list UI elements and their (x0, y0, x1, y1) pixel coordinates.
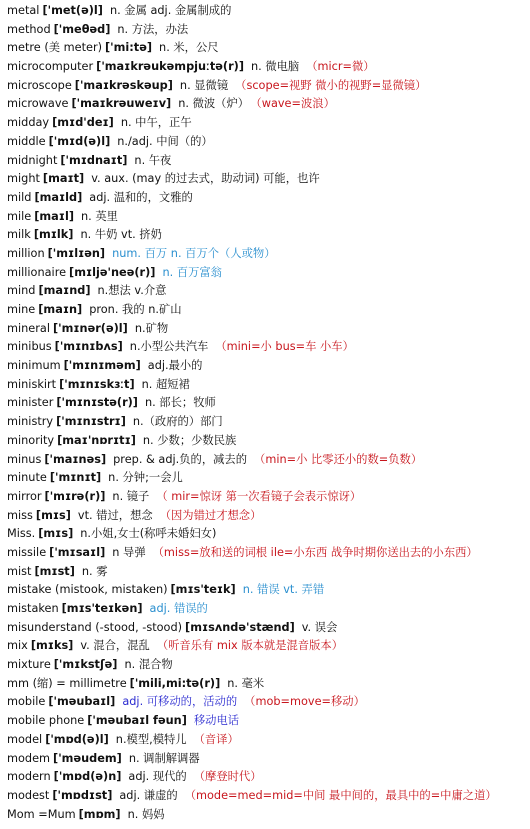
entry-word: metal (7, 4, 40, 17)
vocab-entry-middle (7, 133, 523, 152)
entry-memory-note: （wave=波浪） (256, 97, 335, 111)
entry-word: Miss. (7, 527, 36, 541)
vocab-entry-ministry (7, 413, 523, 432)
vocab-entry-mine (7, 301, 523, 320)
vocab-entry-missile (7, 544, 523, 563)
entry-phonetic: ['mɪkstʃə] (53, 658, 118, 672)
vocab-entry-milk (7, 226, 523, 245)
entry-phonetic: ['mɒdɪst] (52, 788, 113, 802)
entry-phonetic: [mɪljə'neə(r)] (69, 265, 156, 279)
entry-phonetic: ['mɒd(ə)n] (53, 770, 122, 784)
entry-word: microwave (7, 97, 69, 111)
entry-phonetic: ['mɪdnaɪt] (60, 153, 128, 167)
vocab-entry-microscope (7, 77, 523, 96)
entry-phonetic: ['maɪkrəskəup] (74, 78, 173, 92)
vocab-entry-minority (7, 432, 523, 451)
entry-phonetic: ['mi:tə] (105, 41, 153, 55)
vocab-entry-mind (7, 282, 523, 301)
entry-definition: n./adj. 中间（的） (117, 134, 213, 148)
vocab-entry-midnight (7, 152, 523, 171)
vocab-entry-minibus (7, 338, 523, 357)
entry-phonetic: ['met(ə)l] (42, 4, 103, 17)
entry-word: mineral (7, 321, 50, 335)
entry-memory-note: （mode=med=mid=中间 最中间的，最具中的=中庸之道） (184, 788, 497, 802)
entry-word: minister (7, 396, 54, 410)
entry-phonetic: [mɪd'deɪ] (52, 116, 114, 130)
vocab-entry-mixture (7, 656, 523, 675)
entry-definition: n. 百万富翁 (162, 265, 222, 279)
entry-memory-note: （mini=小 bus=车 小车） (215, 340, 354, 354)
vocab-entry-misunderstand (7, 619, 523, 638)
entry-definition: adj.最小的 (147, 359, 203, 373)
entry-definition: n. 显微镜 (179, 78, 229, 92)
entry-definition: n. 雾 (81, 564, 108, 578)
entry-phonetic: [maɪld] (34, 190, 83, 204)
entry-word: minority (7, 433, 55, 447)
entry-definition: n. 金属 adj. 金属制成的 (109, 4, 232, 17)
entry-definition: n.想法 v.介意 (97, 284, 167, 298)
entry-word: mix (7, 639, 28, 653)
entry-definition: v. 混合，混乱 (80, 639, 150, 653)
entry-memory-note: （micr=微） (306, 60, 375, 74)
entry-phonetic: [mɪs'teɪkən] (61, 602, 143, 615)
entry-phonetic: [maɪnd] (38, 284, 91, 298)
vocab-entry-mom (7, 806, 523, 825)
vocab-entry-method (7, 21, 523, 40)
entry-definition: n. 方法，办法 (117, 22, 189, 36)
entry-word: minus (7, 452, 42, 466)
vocab-entry-might (7, 170, 523, 189)
entry-phonetic: ['mɪnɪstə(r)] (56, 396, 138, 410)
entry-phonetic: ['məudem] (53, 751, 122, 765)
entry-phonetic: [maɪ'nɒrɪtɪ] (57, 433, 136, 447)
entry-definition: adj. 温和的，文雅的 (89, 190, 193, 204)
entry-word: microcomputer (7, 60, 94, 74)
vocab-entry-millionaire (7, 264, 523, 283)
vocab-entry-million (7, 245, 523, 264)
vocab-entry-minister (7, 394, 523, 413)
entry-definition: n.模型,模特儿 (115, 732, 187, 746)
entry-definition: vt. 错过，想念 (77, 508, 153, 522)
vocab-entry-metre (7, 39, 523, 58)
entry-phonetic: ['mɪnɪməm] (63, 359, 141, 373)
entry-memory-note: （min=小 比零还小的数=负数） (254, 452, 423, 466)
entry-word: middle (7, 134, 46, 148)
entry-word: mistake (mistook, mistaken) (7, 583, 168, 597)
entry-definition: pron. 我的 n.矿山 (89, 303, 182, 316)
entry-word: miniskirt (7, 377, 57, 391)
entry-word: missile (7, 545, 47, 559)
entry-word: mind (7, 284, 36, 298)
entry-definition: n.小姐,女士(称呼未婚妇女) (80, 527, 217, 541)
entry-word: miss (7, 508, 33, 522)
vocab-entry-modern (7, 768, 523, 787)
entry-definition: adj. 谦虚的 (119, 788, 178, 802)
entry-word: million (7, 246, 45, 260)
entry-definition: num. 百万 n. 百万个（人或物） (112, 246, 276, 260)
entry-definition: v. aux. (may 的过去式，助动词) 可能，也许 (91, 172, 320, 186)
entry-word: modest (7, 788, 50, 802)
entry-phonetic: ['mɪnɪt] (49, 471, 102, 485)
entry-phonetic: ['mɪnɪstrɪ] (56, 415, 126, 429)
entry-memory-note: （音译） (193, 732, 239, 746)
entry-definition: n.矿物 (134, 321, 169, 335)
entry-phonetic: [mɪks] (30, 639, 74, 653)
entry-memory-note: （ mir=惊讶 第一次看镜子会表示惊讶） (156, 489, 362, 503)
entry-phonetic: [mɒm] (78, 807, 121, 821)
entry-definition: n. 中午，正午 (120, 116, 192, 130)
entry-phonetic: ['məubaɪl fəun] (87, 714, 187, 728)
entry-word: mixture (7, 658, 51, 672)
entry-phonetic: ['mɪd(ə)l] (48, 134, 111, 148)
entry-definition: n. 部长；牧师 (144, 396, 216, 410)
entry-definition: n. 分钟;一会儿 (108, 471, 183, 485)
vocab-entry-miss (7, 507, 523, 526)
vocab-entry-miss-title (7, 525, 523, 544)
vocab-entry-midday (7, 114, 523, 133)
entry-word: ministry (7, 415, 54, 429)
entry-phonetic: [mɪs'teɪk] (170, 583, 236, 597)
entry-memory-note: （scope=视野 微小的视野=显微镜） (235, 78, 427, 92)
vocab-entry-mobile-phone (7, 712, 523, 731)
vocab-entry-miniskirt (7, 376, 523, 395)
entry-definition: n. 英里 (81, 209, 118, 223)
entry-phonetic: ['mɪnɪbʌs] (54, 340, 123, 354)
entry-phonetic: ['maɪkrəuweɪv] (71, 97, 172, 111)
entry-word: mobile (7, 695, 46, 709)
entry-definition: n. 午夜 (134, 153, 172, 167)
vocab-entry-metal (7, 2, 523, 21)
entry-memory-note: （因为错过才想念） (159, 508, 262, 522)
entry-phonetic: ['mɪnɪskɜːt] (59, 377, 135, 391)
vocab-entry-mist (7, 563, 523, 582)
entry-memory-note: （听音乐有 mix 版本就是混音版本） (156, 639, 343, 653)
vocab-entry-modem (7, 750, 523, 769)
entry-memory-note: （mob=move=移动） (244, 695, 365, 709)
entry-word: midday (7, 116, 50, 130)
entry-word: modem (7, 751, 51, 765)
entry-phonetic: ['maɪkrəukəmpjuːtə(r)] (96, 60, 244, 74)
vocab-entry-mirror (7, 488, 523, 507)
entry-word: mild (7, 190, 32, 204)
entry-word: mobile phone (7, 714, 85, 728)
entry-word: model (7, 732, 43, 746)
entry-definition: n.（政府的）部门 (132, 415, 223, 429)
entry-definition: n. 混合物 (124, 658, 173, 672)
entry-definition: n. 米，公尺 (159, 41, 219, 55)
entry-definition: n. 牛奶 vt. 挤奶 (80, 228, 162, 242)
entry-word: Mom =Mum (7, 807, 76, 821)
vocab-entry-minute (7, 469, 523, 488)
entry-phonetic: [mɪst] (34, 564, 75, 578)
vocab-entry-model (7, 731, 523, 750)
vocab-entry-mm (7, 675, 523, 694)
vocab-entry-mistake (7, 581, 523, 600)
entry-phonetic: ['mɪsaɪl] (49, 545, 106, 559)
entry-word: minibus (7, 340, 52, 354)
entry-definition: n. 错误 vt. 弄错 (242, 583, 325, 597)
entry-phonetic: ['mɪlɪən] (47, 246, 106, 260)
vocab-entry-modest (7, 787, 523, 806)
entry-word: mist (7, 564, 32, 578)
entry-phonetic: ['meθəd] (53, 22, 111, 36)
entry-definition: adj. 现代的 (128, 770, 187, 784)
entry-definition: n. 超短裙 (141, 377, 190, 391)
entry-phonetic: [mɪs] (38, 527, 74, 541)
entry-word: modern (7, 770, 51, 784)
entry-memory-note: （miss=放和送的词根 ile=小东西 战争时期你送出去的小东西） (152, 545, 478, 559)
entry-definition: n.小型公共汽车 (129, 340, 209, 354)
entry-word: midnight (7, 153, 58, 167)
entry-phonetic: [mɪs] (35, 508, 71, 522)
vocab-entry-minimum (7, 357, 523, 376)
entry-phonetic: ['mili,mi:tə(r)] (129, 676, 221, 690)
entry-phonetic: ['mɪnər(ə)l] (52, 321, 128, 335)
entry-phonetic: ['mɪrə(r)] (44, 489, 106, 503)
entry-word: microscope (7, 78, 72, 92)
entry-phonetic: [maɪn] (38, 303, 83, 316)
vocab-entry-minus (7, 451, 523, 470)
entry-memory-note: （摩登时代） (193, 770, 262, 784)
entry-definition: n. 镜子 (112, 489, 150, 503)
entry-word: mine (7, 303, 36, 316)
entry-phonetic: [maɪl] (34, 209, 74, 223)
entry-word: mile (7, 209, 32, 223)
entry-word: mistaken (7, 602, 59, 615)
entry-definition: 移动电话 (193, 714, 240, 728)
entry-word: mm (缩) = millimetre (7, 676, 127, 690)
entry-phonetic: ['mɒd(ə)l] (45, 732, 109, 746)
entry-word: milk (7, 228, 31, 242)
entry-definition: n. 毫米 (227, 676, 265, 690)
entry-definition: v. 误会 (301, 620, 338, 634)
entry-word: might (7, 172, 40, 186)
entry-definition: n. 调制解调器 (128, 751, 200, 765)
entry-definition: prep. & adj.负的，减去的 (113, 452, 248, 466)
vocab-entry-mile (7, 208, 523, 227)
entry-definition: n. 少数；少数民族 (142, 433, 237, 447)
vocab-entry-mix (7, 637, 523, 656)
vocab-entry-mistaken (7, 600, 523, 619)
entry-word: millionaire (7, 265, 67, 279)
entry-definition: adj. 可移动的，活动的 (122, 695, 238, 709)
entry-word: metre (美 meter) (7, 41, 103, 55)
entry-word: minute (7, 471, 47, 485)
entry-word: misunderstand (-stood, -stood) (7, 620, 183, 634)
entry-phonetic: [mɪsʌndə'stænd] (185, 620, 295, 634)
entry-definition: n. 妈妈 (127, 807, 165, 821)
entry-phonetic: [maɪt] (42, 172, 85, 186)
vocab-entry-mild (7, 189, 523, 208)
entry-definition: n 导弹 (112, 545, 146, 559)
vocab-entry-microwave (7, 95, 523, 114)
entry-word: minimum (7, 359, 61, 373)
vocab-entry-mobile (7, 693, 523, 712)
entry-phonetic: ['maɪnəs] (44, 452, 107, 466)
entry-definition: adj. 错误的 (149, 602, 208, 615)
vocab-entry-microcomputer (7, 58, 523, 77)
entry-phonetic: [mɪlk] (33, 228, 74, 242)
entry-phonetic: ['məubaɪl] (48, 695, 116, 709)
vocab-entry-mineral (7, 320, 523, 339)
entry-word: method (7, 22, 51, 36)
entry-definition: n. 微电脑 (251, 60, 300, 74)
entry-word: mirror (7, 489, 42, 503)
entry-definition: n. 微波（炉） (178, 97, 250, 111)
